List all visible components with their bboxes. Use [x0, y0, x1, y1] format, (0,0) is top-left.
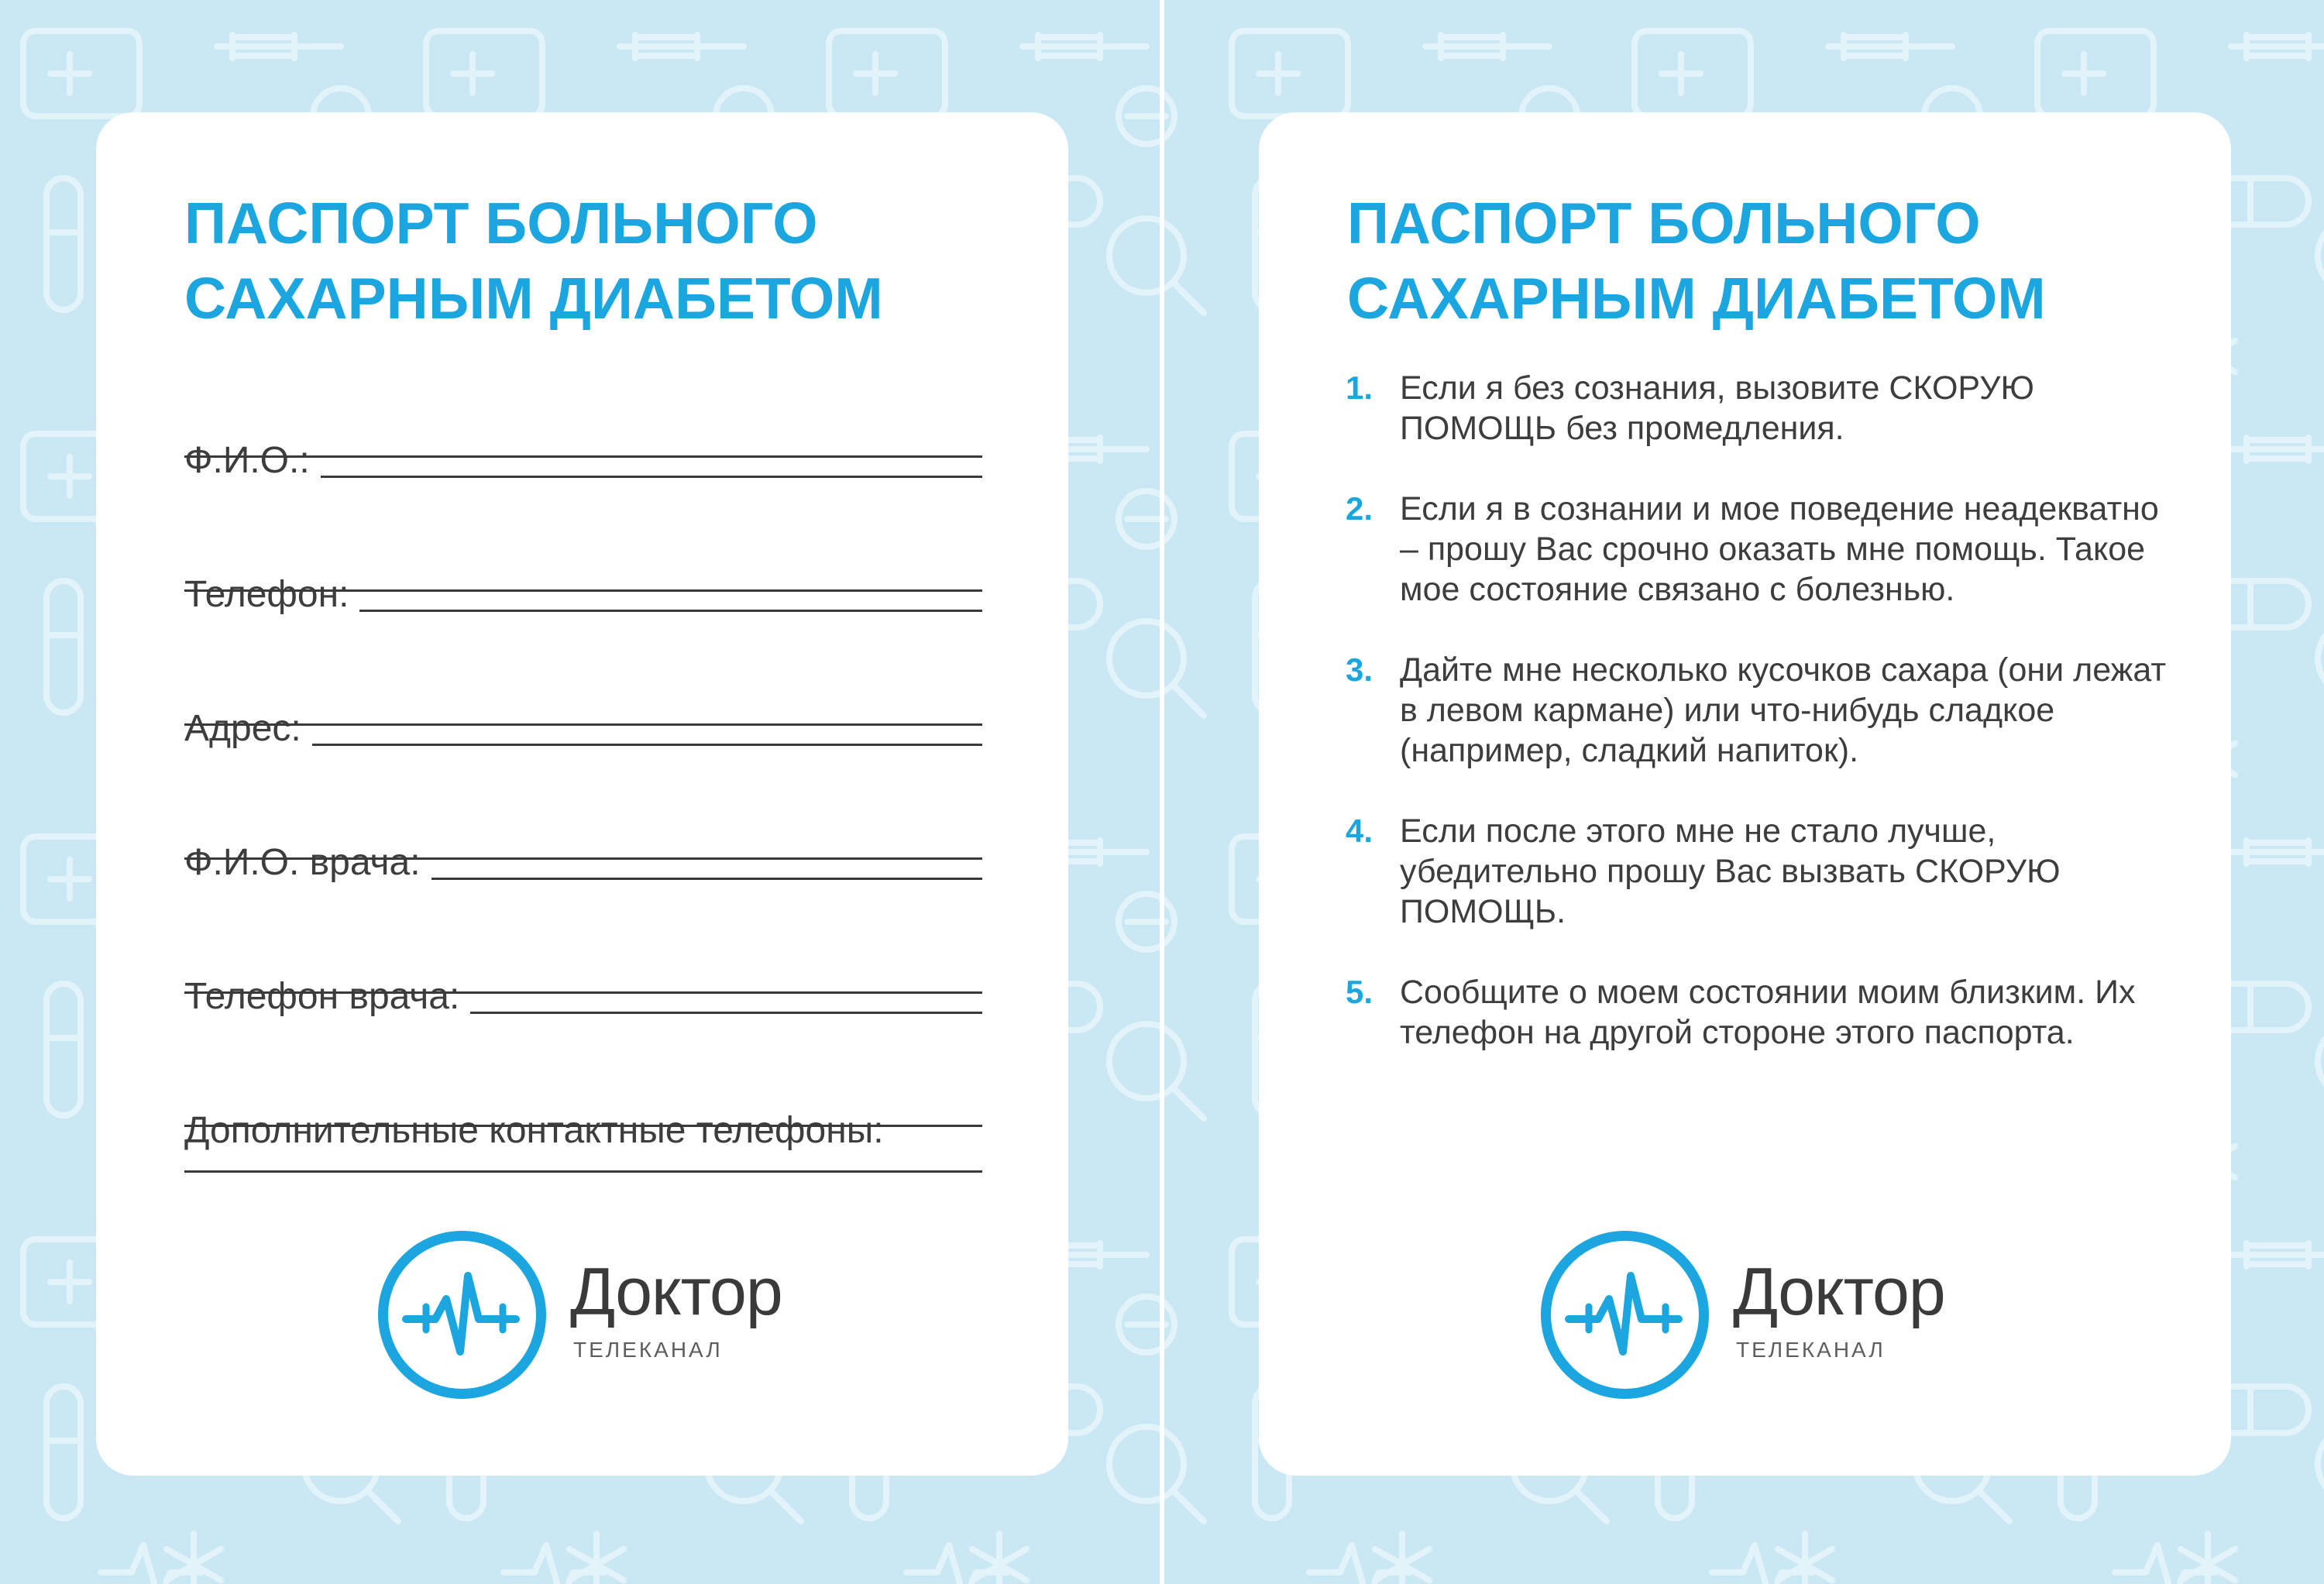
- full-name-line-2[interactable]: [184, 455, 982, 458]
- doctor-logo: [375, 1228, 809, 1402]
- card-title: [1347, 186, 2161, 336]
- item-text: Если я в сознании и мое поведение неадекватно – прошу Вас срочно оказать мне помощь. Такое мое состояние связано с болезнью.: [1400, 490, 2159, 608]
- item-text: Сообщите о моем состоянии моим близким. Их телефон на другой стороне этого паспорта.: [1400, 974, 2136, 1051]
- extra-phones-line-2[interactable]: [184, 1170, 982, 1173]
- item-number: 1.: [1346, 369, 1373, 406]
- full-name-field[interactable]: [184, 422, 982, 484]
- title-line-1: ПАСПОРТ БОЛЬНОГО: [1347, 191, 1981, 256]
- logo-subtitle: ТЕЛЕКАНАЛ: [1736, 1338, 1886, 1362]
- full-name-label: Ф.И.О.:: [184, 440, 310, 481]
- address-line-2[interactable]: [184, 723, 982, 726]
- item-text: Если после этого мне не стало лучше, убедительно прошу Вас вызвать СКОРУЮ ПОМОЩЬ.: [1400, 813, 2061, 930]
- list-item: [1346, 489, 2182, 610]
- item-text: Если я без сознания, вызовите СКОРУЮ ПОМОЩЬ без промедления.: [1400, 369, 2034, 447]
- phone-label: Телефон:: [184, 574, 349, 615]
- phone-field[interactable]: [184, 556, 982, 618]
- title-line-2: САХАРНЫМ ДИАБЕТОМ: [1347, 266, 2046, 331]
- doctor-phone-field[interactable]: [184, 958, 982, 1020]
- item-number: 4.: [1346, 813, 1373, 849]
- address-field[interactable]: [184, 690, 982, 752]
- address-rule: [312, 744, 982, 746]
- item-number: 5.: [1346, 974, 1373, 1010]
- list-item: [1346, 650, 2182, 771]
- doctor-phone-rule: [470, 1012, 982, 1014]
- instructions-card: [1259, 112, 2231, 1476]
- card-title: [184, 186, 998, 336]
- page-divider: [1160, 0, 1164, 1584]
- extra-phones-field: [184, 1092, 982, 1154]
- item-text: Дайте мне несколько кусочков сахара (они лежат в левом кармане) или что-нибудь сладкое (например, сладкий напиток).: [1400, 651, 2167, 769]
- list-item: [1346, 811, 2182, 932]
- doctor-name-label: Ф.И.О. врача:: [184, 842, 421, 883]
- item-number: 3.: [1346, 651, 1373, 688]
- doctor-name-field[interactable]: [184, 824, 982, 886]
- form-card: [96, 112, 1068, 1476]
- address-label: Адрес:: [184, 708, 301, 749]
- heartbeat-circle-icon: [375, 1228, 549, 1402]
- doctor-name-line-2[interactable]: [184, 857, 982, 860]
- doctor-name-rule: [431, 878, 982, 880]
- phone-rule: [359, 610, 982, 612]
- list-item: [1346, 972, 2182, 1053]
- heartbeat-circle-icon: [1538, 1228, 1712, 1402]
- item-number: 2.: [1346, 490, 1373, 527]
- instructions-list: [1346, 368, 2182, 1093]
- doctor-logo: [1538, 1228, 1972, 1402]
- title-line-2: САХАРНЫМ ДИАБЕТОМ: [184, 266, 883, 331]
- logo-name: Доктор: [570, 1255, 782, 1329]
- logo-subtitle: ТЕЛЕКАНАЛ: [573, 1338, 723, 1362]
- title-line-1: ПАСПОРТ БОЛЬНОГО: [184, 191, 818, 256]
- extra-phones-line-1[interactable]: [184, 1125, 982, 1127]
- doctor-phone-label: Телефон врача:: [184, 976, 460, 1017]
- phone-line-2[interactable]: [184, 589, 982, 592]
- logo-name: Доктор: [1733, 1255, 1945, 1329]
- full-name-rule: [321, 476, 982, 478]
- list-item: [1346, 368, 2182, 448]
- doctor-phone-line-2[interactable]: [184, 991, 982, 994]
- extra-phones-label: Дополнительные контактные телефоны:: [184, 1110, 884, 1151]
